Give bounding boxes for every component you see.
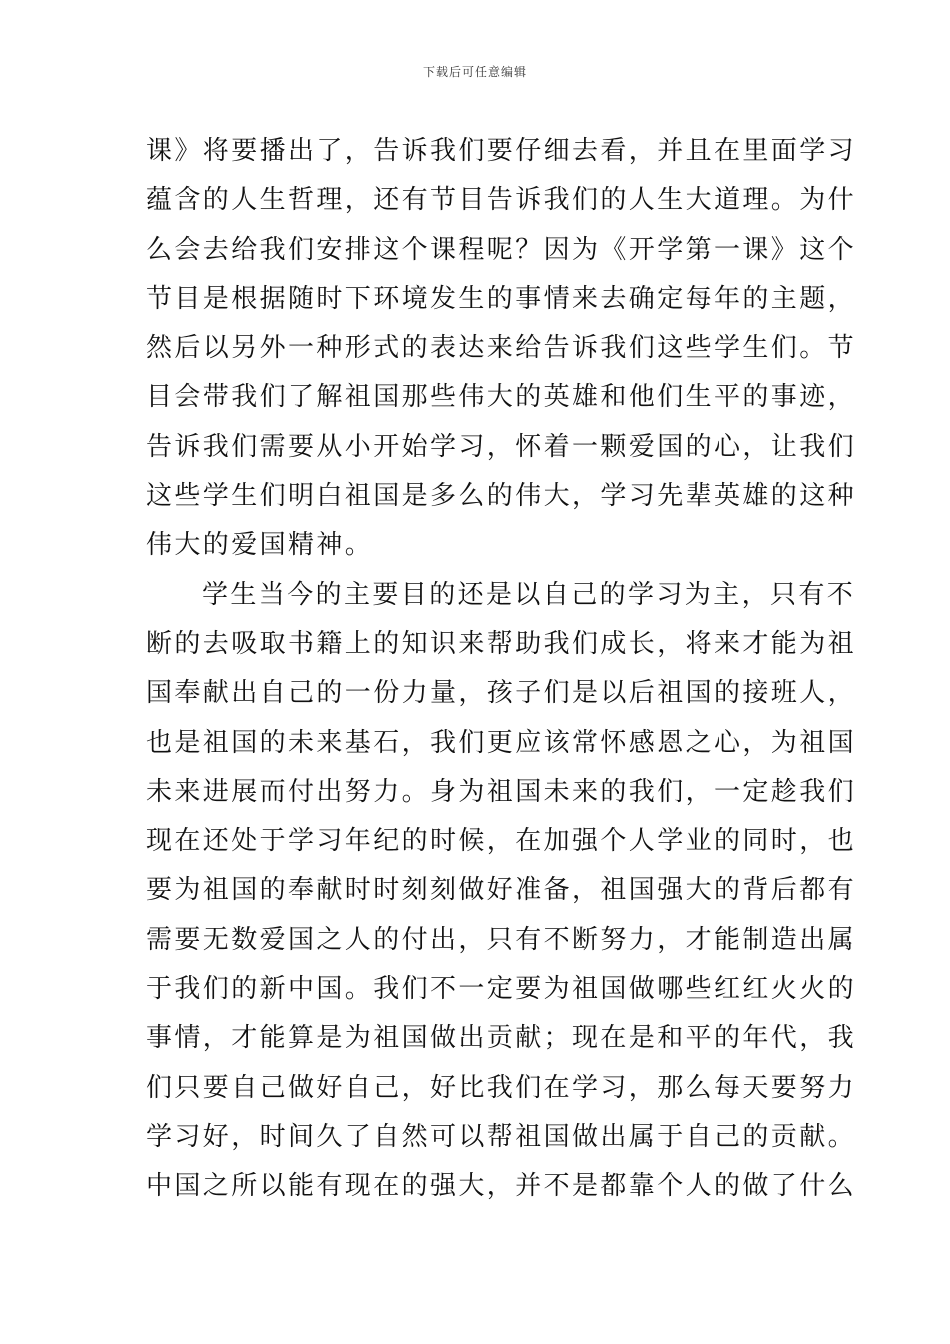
text-line: 中国之所以能有现在的强大，并不是都靠个人的做了什么: [146, 1171, 857, 1202]
text-line: 告诉我们需要从小开始学习，怀着一颗爱国的心，让我们: [146, 431, 857, 462]
text-line: 课》将要播出了，告诉我们要仔细去看，并且在里面学习: [146, 136, 857, 166]
text-line: 需要无数爱国之人的付出，只有不断努力，才能制造出属: [146, 924, 857, 955]
text-line: 蕴含的人生哲理，还有节目告诉我们的人生大道理。为什: [146, 185, 857, 216]
text-line: 现在还处于学习年纪的时候，在加强个人学业的同时，也: [146, 826, 857, 857]
text-line: 于我们的新中国。我们不一定要为祖国做哪些红红火火的: [146, 974, 857, 1005]
text-line: 节目是根据随时下环境发生的事情来去确定每年的主题，: [146, 283, 857, 314]
text-line-indented: 学生当今的主要目的还是以自己的学习为主，只有不: [202, 579, 856, 610]
text-line: 也是祖国的未来基石，我们更应该常怀感恩之心，为祖国: [146, 727, 857, 758]
text-line: 要为祖国的奉献时时刻刻做好准备，祖国强大的背后都有: [146, 875, 857, 906]
page-header: 下载后可任意编辑: [422, 65, 527, 79]
text-line: 未来进展而付出努力。身为祖国未来的我们，一定趁我们: [146, 776, 857, 807]
text-line: 事情，才能算是为祖国做出贡献；现在是和平的年代，我: [146, 1023, 857, 1054]
text-line: 国奉献出自己的一份力量，孩子们是以后祖国的接班人，: [146, 678, 857, 709]
document-body: [146, 127, 857, 1212]
text-line: 然后以另外一种形式的表达来给告诉我们这些学生们。节: [146, 333, 857, 364]
text-line: 学习好，时间久了自然可以帮祖国做出属于自己的贡献。: [146, 1121, 857, 1152]
text-line: 断的去吸取书籍上的知识来帮助我们成长，将来才能为祖: [146, 628, 857, 659]
text-line: 这些学生们明白祖国是多么的伟大，学习先辈英雄的这种: [146, 481, 857, 512]
text-line: 么会去给我们安排这个课程呢？因为《开学第一课》这个: [146, 234, 857, 265]
paragraph-1: [146, 127, 857, 571]
text-line: 们只要自己做好自己，好比我们在学习，那么每天要努力: [146, 1072, 857, 1103]
text-line: 目会带我们了解祖国那些伟大的英雄和他们生平的事迹，: [146, 382, 857, 413]
text-line: 伟大的爱国精神。: [146, 530, 374, 561]
paragraph-2: [146, 571, 857, 1212]
